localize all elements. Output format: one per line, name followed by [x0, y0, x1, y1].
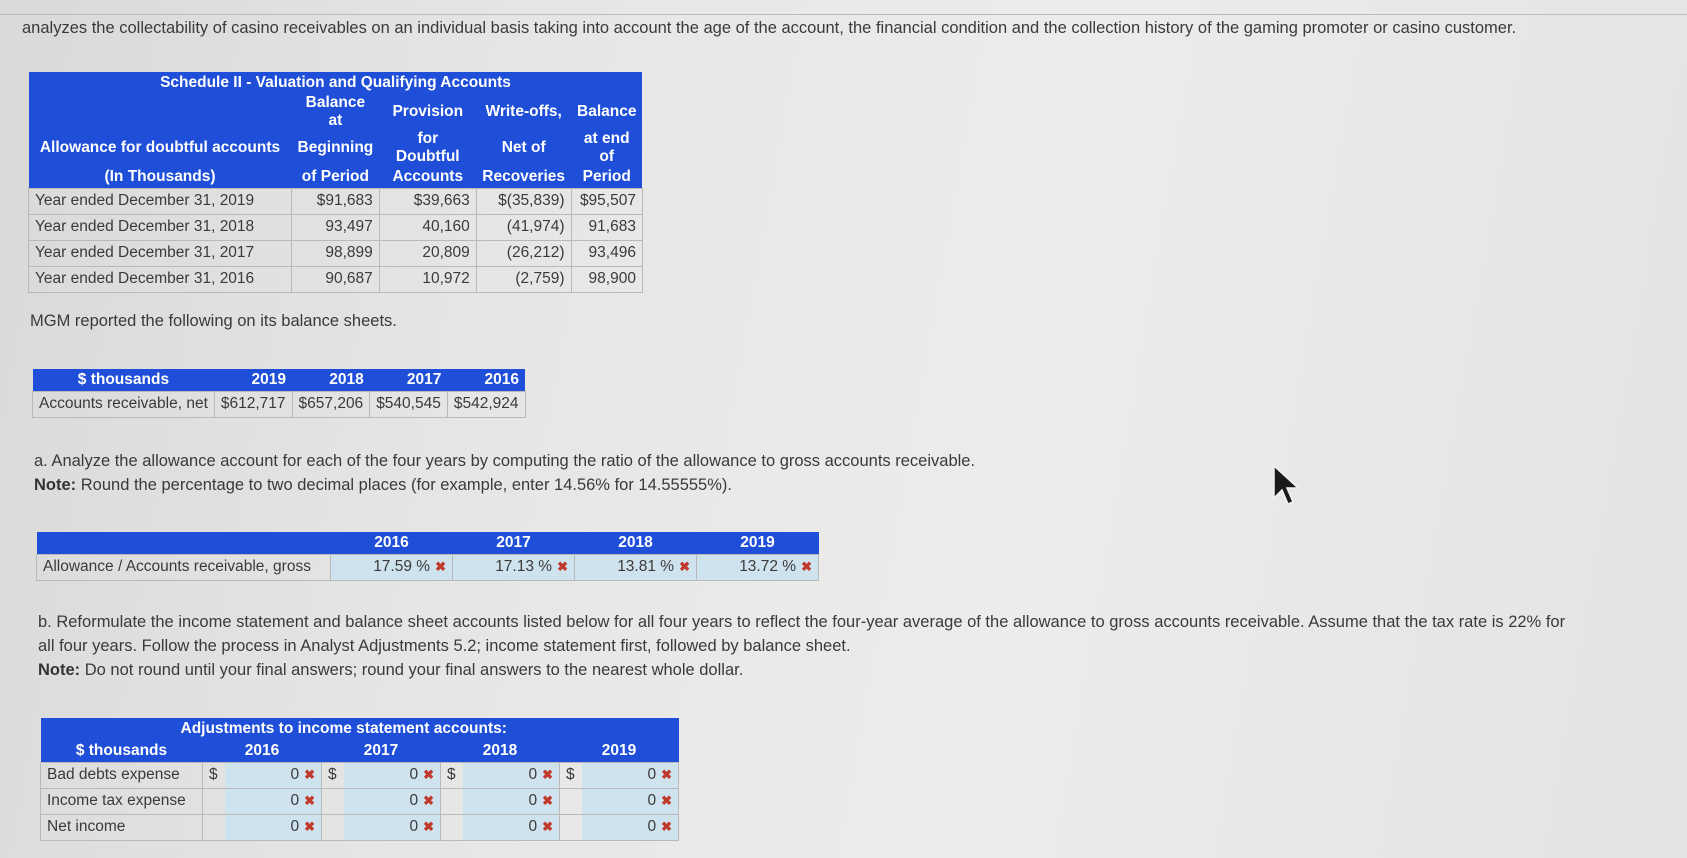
ar-header-label: $ thousands — [33, 369, 215, 391]
cell-prov: 40,160 — [379, 214, 476, 240]
accounts-receivable-table — [32, 369, 526, 418]
incorrect-icon: ✖ — [304, 793, 315, 808]
note-label: Note: — [34, 476, 77, 494]
cell-end: 91,683 — [571, 214, 642, 240]
h-begin-1: Balance at — [292, 94, 380, 130]
percent-unit: % — [782, 558, 797, 575]
ar-value: $540,545 — [370, 391, 448, 417]
h-end-3: Period — [571, 166, 642, 188]
adj-value: 0 — [528, 818, 538, 835]
h-begin-2: Beginning — [292, 130, 380, 166]
incorrect-icon: ✖ — [542, 767, 553, 782]
incorrect-icon: ✖ — [679, 559, 690, 574]
incorrect-icon: ✖ — [304, 819, 315, 834]
percent-unit: % — [538, 558, 553, 575]
incorrect-icon: ✖ — [423, 819, 434, 834]
adj-year: 2019 — [560, 740, 679, 762]
table-row — [29, 214, 643, 240]
adj-value: 0 — [290, 818, 300, 835]
incorrect-icon: ✖ — [423, 767, 434, 782]
net-income-2016-input[interactable] — [225, 814, 322, 840]
adj-value: 0 — [409, 766, 419, 783]
bad-debts-2016-input[interactable] — [225, 762, 322, 788]
net-income-2018-input[interactable] — [463, 814, 560, 840]
ratio-input-2019[interactable] — [697, 554, 819, 580]
row-label: Year ended December 31, 2017 — [29, 240, 292, 266]
cell-begin: 93,497 — [292, 214, 380, 240]
ar-year: 2019 — [214, 369, 292, 391]
ratio-value: 17.59 — [373, 558, 412, 575]
ratio-value: 13.81 — [617, 558, 656, 575]
note-label: Note: — [38, 661, 81, 679]
adj-value: 0 — [528, 766, 538, 783]
ratio-year: 2019 — [697, 532, 819, 554]
table-row — [29, 188, 643, 214]
ratio-year: 2017 — [453, 532, 575, 554]
bad-debts-2018-input[interactable] — [463, 762, 560, 788]
h-write-3: Recoveries — [476, 166, 571, 188]
h-write-2: Net of — [476, 130, 571, 166]
h-write-1: Write-offs, — [476, 94, 571, 130]
table-row — [37, 554, 819, 580]
incorrect-icon: ✖ — [542, 793, 553, 808]
adj-row-label: Net income — [41, 814, 203, 840]
ar-value: $612,717 — [214, 391, 292, 417]
adj-year: 2018 — [441, 740, 560, 762]
table-row — [29, 266, 643, 292]
schedule-title: Schedule II - Valuation and Qualifying Accounts — [29, 72, 643, 94]
percent-unit: % — [660, 558, 675, 575]
ratio-input-2018[interactable] — [575, 554, 697, 580]
col-label-line1: Allowance for doubtful accounts — [29, 130, 292, 166]
cell-prov: $39,663 — [379, 188, 476, 214]
h-prov-3: Accounts — [379, 166, 476, 188]
dollar-sign: $ — [203, 762, 226, 788]
cell-begin: 90,687 — [292, 266, 380, 292]
part-a-text: a. Analyze the allowance account for each of the four years by computing the ratio of the allowance to gross accounts receivable. — [34, 452, 976, 470]
incorrect-icon: ✖ — [435, 559, 446, 574]
ar-year: 2017 — [370, 369, 448, 391]
part-a-note — [34, 473, 732, 497]
adj-value: 0 — [290, 792, 300, 809]
table-row — [33, 391, 526, 417]
adj-value: 0 — [409, 792, 419, 809]
cell-end: $95,507 — [571, 188, 642, 214]
table-row — [41, 788, 679, 814]
part-b-line1: b. Reformulate the income statement and balance sheet accounts listed below for all four years to reflect the four-year average of the allowance to gross accounts receivable. Assume that the tax rate is 22% for — [38, 613, 1566, 631]
incorrect-icon: ✖ — [304, 767, 315, 782]
h-prov-2: for Doubtful — [379, 130, 476, 166]
dollar-sign: $ — [441, 762, 464, 788]
incorrect-icon: ✖ — [542, 819, 553, 834]
h-end-2: at end of — [571, 130, 642, 166]
adj-header-label: $ thousands — [41, 740, 203, 762]
income-tax-2018-input[interactable] — [463, 788, 560, 814]
col-label-line2: (In Thousands) — [29, 166, 292, 188]
cell-begin: 98,899 — [292, 240, 380, 266]
ratio-row-label: Allowance / Accounts receivable, gross — [37, 554, 331, 580]
cell-prov: 20,809 — [379, 240, 476, 266]
adj-value: 0 — [528, 792, 538, 809]
mgm-text: MGM reported the following on its balance sheets. — [30, 312, 397, 330]
percent-unit: % — [416, 558, 431, 575]
dollar-sign: $ — [560, 762, 583, 788]
ratio-input-2016[interactable] — [331, 554, 453, 580]
ratio-year: 2016 — [331, 532, 453, 554]
income-tax-2016-input[interactable] — [225, 788, 322, 814]
ar-value: $542,924 — [447, 391, 525, 417]
intro-text: analyzes the collectability of casino receivables on an individual basis taking into account the age of the account, the financial condition and the collection history of the gaming promoter or casino customer. — [22, 19, 1517, 37]
note-text: Do not round until your final answers; round your final answers to the nearest whole dollar. — [80, 661, 744, 679]
dollar-sign: $ — [322, 762, 345, 788]
h-prov-1: Provision — [379, 94, 476, 130]
table-row — [29, 240, 643, 266]
adj-value: 0 — [647, 766, 657, 783]
adj-row-label: Bad debts expense — [41, 762, 203, 788]
part-b-line2: all four years. Follow the process in Analyst Adjustments 5.2; income statement first, followed by balance sheet. — [38, 637, 851, 655]
ar-value: $657,206 — [292, 391, 370, 417]
net-income-2017-input[interactable] — [344, 814, 441, 840]
schedule-ii-table — [28, 72, 643, 293]
adj-year: 2017 — [322, 740, 441, 762]
cell-write: (41,974) — [476, 214, 571, 240]
ar-row-label: Accounts receivable, net — [33, 391, 215, 417]
incorrect-icon: ✖ — [661, 793, 672, 808]
ratio-table — [36, 532, 819, 581]
row-label: Year ended December 31, 2019 — [29, 188, 292, 214]
bad-debts-2017-input[interactable] — [344, 762, 441, 788]
adj-year: 2016 — [203, 740, 322, 762]
table-row — [41, 762, 679, 788]
cell-write: (26,212) — [476, 240, 571, 266]
ratio-value: 17.13 — [495, 558, 534, 575]
cell-end: 93,496 — [571, 240, 642, 266]
row-label: Year ended December 31, 2018 — [29, 214, 292, 240]
h-begin-3: of Period — [292, 166, 380, 188]
ar-year: 2018 — [292, 369, 370, 391]
cell-end: 98,900 — [571, 266, 642, 292]
adj-value: 0 — [647, 792, 657, 809]
bad-debts-2019-input[interactable] — [582, 762, 679, 788]
adjustments-table — [40, 718, 679, 841]
cell-begin: $91,683 — [292, 188, 380, 214]
part-b-note — [38, 658, 743, 682]
adj-value: 0 — [409, 818, 419, 835]
incorrect-icon: ✖ — [661, 819, 672, 834]
row-label: Year ended December 31, 2016 — [29, 266, 292, 292]
top-divider — [0, 14, 1687, 15]
cell-write: $(35,839) — [476, 188, 571, 214]
incorrect-icon: ✖ — [557, 559, 568, 574]
ratio-year: 2018 — [575, 532, 697, 554]
note-text: Round the percentage to two decimal places (for example, enter 14.56% for 14.55555%). — [76, 476, 732, 494]
mouse-cursor-icon — [1272, 464, 1302, 506]
table-row — [41, 814, 679, 840]
ratio-value: 13.72 — [739, 558, 778, 575]
incorrect-icon: ✖ — [801, 559, 812, 574]
adj-title: Adjustments to income statement accounts: — [41, 718, 679, 740]
incorrect-icon: ✖ — [661, 767, 672, 782]
cell-write: (2,759) — [476, 266, 571, 292]
cell-prov: 10,972 — [379, 266, 476, 292]
ar-year: 2016 — [447, 369, 525, 391]
h-end-1: Balance — [571, 94, 642, 130]
adj-row-label: Income tax expense — [41, 788, 203, 814]
ratio-input-2017[interactable] — [453, 554, 575, 580]
income-tax-2019-input[interactable] — [582, 788, 679, 814]
income-tax-2017-input[interactable] — [344, 788, 441, 814]
net-income-2019-input[interactable] — [582, 814, 679, 840]
incorrect-icon: ✖ — [423, 793, 434, 808]
adj-value: 0 — [647, 818, 657, 835]
adj-value: 0 — [290, 766, 300, 783]
